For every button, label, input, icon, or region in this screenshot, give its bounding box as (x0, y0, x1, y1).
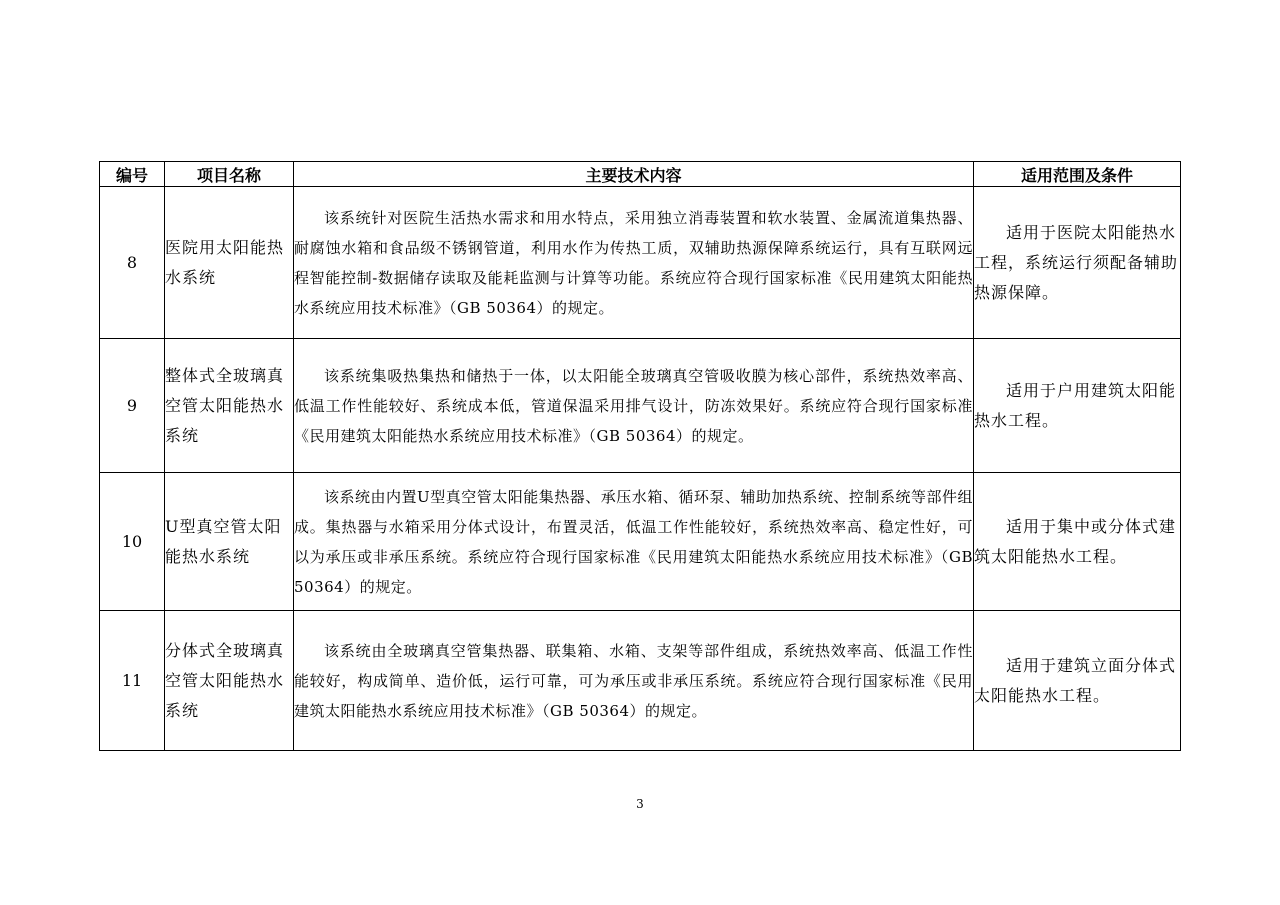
row-project-name: 整体式全玻璃真空管太阳能热水系统 (165, 339, 294, 473)
table-row (100, 473, 1181, 611)
row-number: 11 (100, 611, 165, 751)
row-scope: 适用于集中或分体式建筑太阳能热水工程。 (974, 473, 1181, 611)
row-number: 9 (100, 339, 165, 473)
table-row (100, 339, 1181, 473)
row-scope: 适用于医院太阳能热水工程，系统运行须配备辅助热源保障。 (974, 187, 1181, 339)
row-technical-content: 该系统针对医院生活热水需求和用水特点，采用独立消毒装置和软水装置、金属流道集热器、耐腐蚀水箱和食品级不锈钢管道，利用水作为传热工质，双辅助热源保障系统运行，具有互联网远程智能控制-数据储存读取及能耗监测与计算等功能。系统应符合现行国家标准《民用建筑太阳能热水系统应用技术标准》（GB 50364）的规定。 (294, 187, 974, 339)
row-project-name: U型真空管太阳能热水系统 (165, 473, 294, 611)
page-number: 3 (636, 797, 644, 811)
row-technical-content: 该系统由内置U型真空管太阳能集热器、承压水箱、循环泵、辅助加热系统、控制系统等部件组成。集热器与水箱采用分体式设计，布置灵活，低温工作性能较好，系统热效率高、稳定性好，可以为承压或非承压系统。系统应符合现行国家标准《民用建筑太阳能热水系统应用技术标准》（GB 50364）的规定。 (294, 473, 974, 611)
table-header-row (100, 162, 1181, 187)
row-scope: 适用于户用建筑太阳能热水工程。 (974, 339, 1181, 473)
row-technical-content: 该系统由全玻璃真空管集热器、联集箱、水箱、支架等部件组成，系统热效率高、低温工作性能较好，构成简单、造价低，运行可靠，可为承压或非承压系统。系统应符合现行国家标准《民用建筑太阳能热水系统应用技术标准》（GB 50364）的规定。 (294, 611, 974, 751)
header-scope: 适用范围及条件 (974, 162, 1181, 187)
row-technical-content: 该系统集吸热集热和储热于一体，以太阳能全玻璃真空管吸收膜为核心部件，系统热效率高、低温工作性能较好、系统成本低，管道保温采用排气设计，防冻效果好。系统应符合现行国家标准《民用建筑太阳能热水系统应用技术标准》（GB 50364）的规定。 (294, 339, 974, 473)
row-scope: 适用于建筑立面分体式太阳能热水工程。 (974, 611, 1181, 751)
table-row (100, 187, 1181, 339)
row-project-name: 医院用太阳能热水系统 (165, 187, 294, 339)
row-number: 8 (100, 187, 165, 339)
table-row (100, 611, 1181, 751)
header-number: 编号 (100, 162, 165, 187)
header-project-name: 项目名称 (165, 162, 294, 187)
row-number: 10 (100, 473, 165, 611)
row-project-name: 分体式全玻璃真空管太阳能热水系统 (165, 611, 294, 751)
header-technical-content: 主要技术内容 (294, 162, 974, 187)
technology-table (99, 161, 1181, 751)
